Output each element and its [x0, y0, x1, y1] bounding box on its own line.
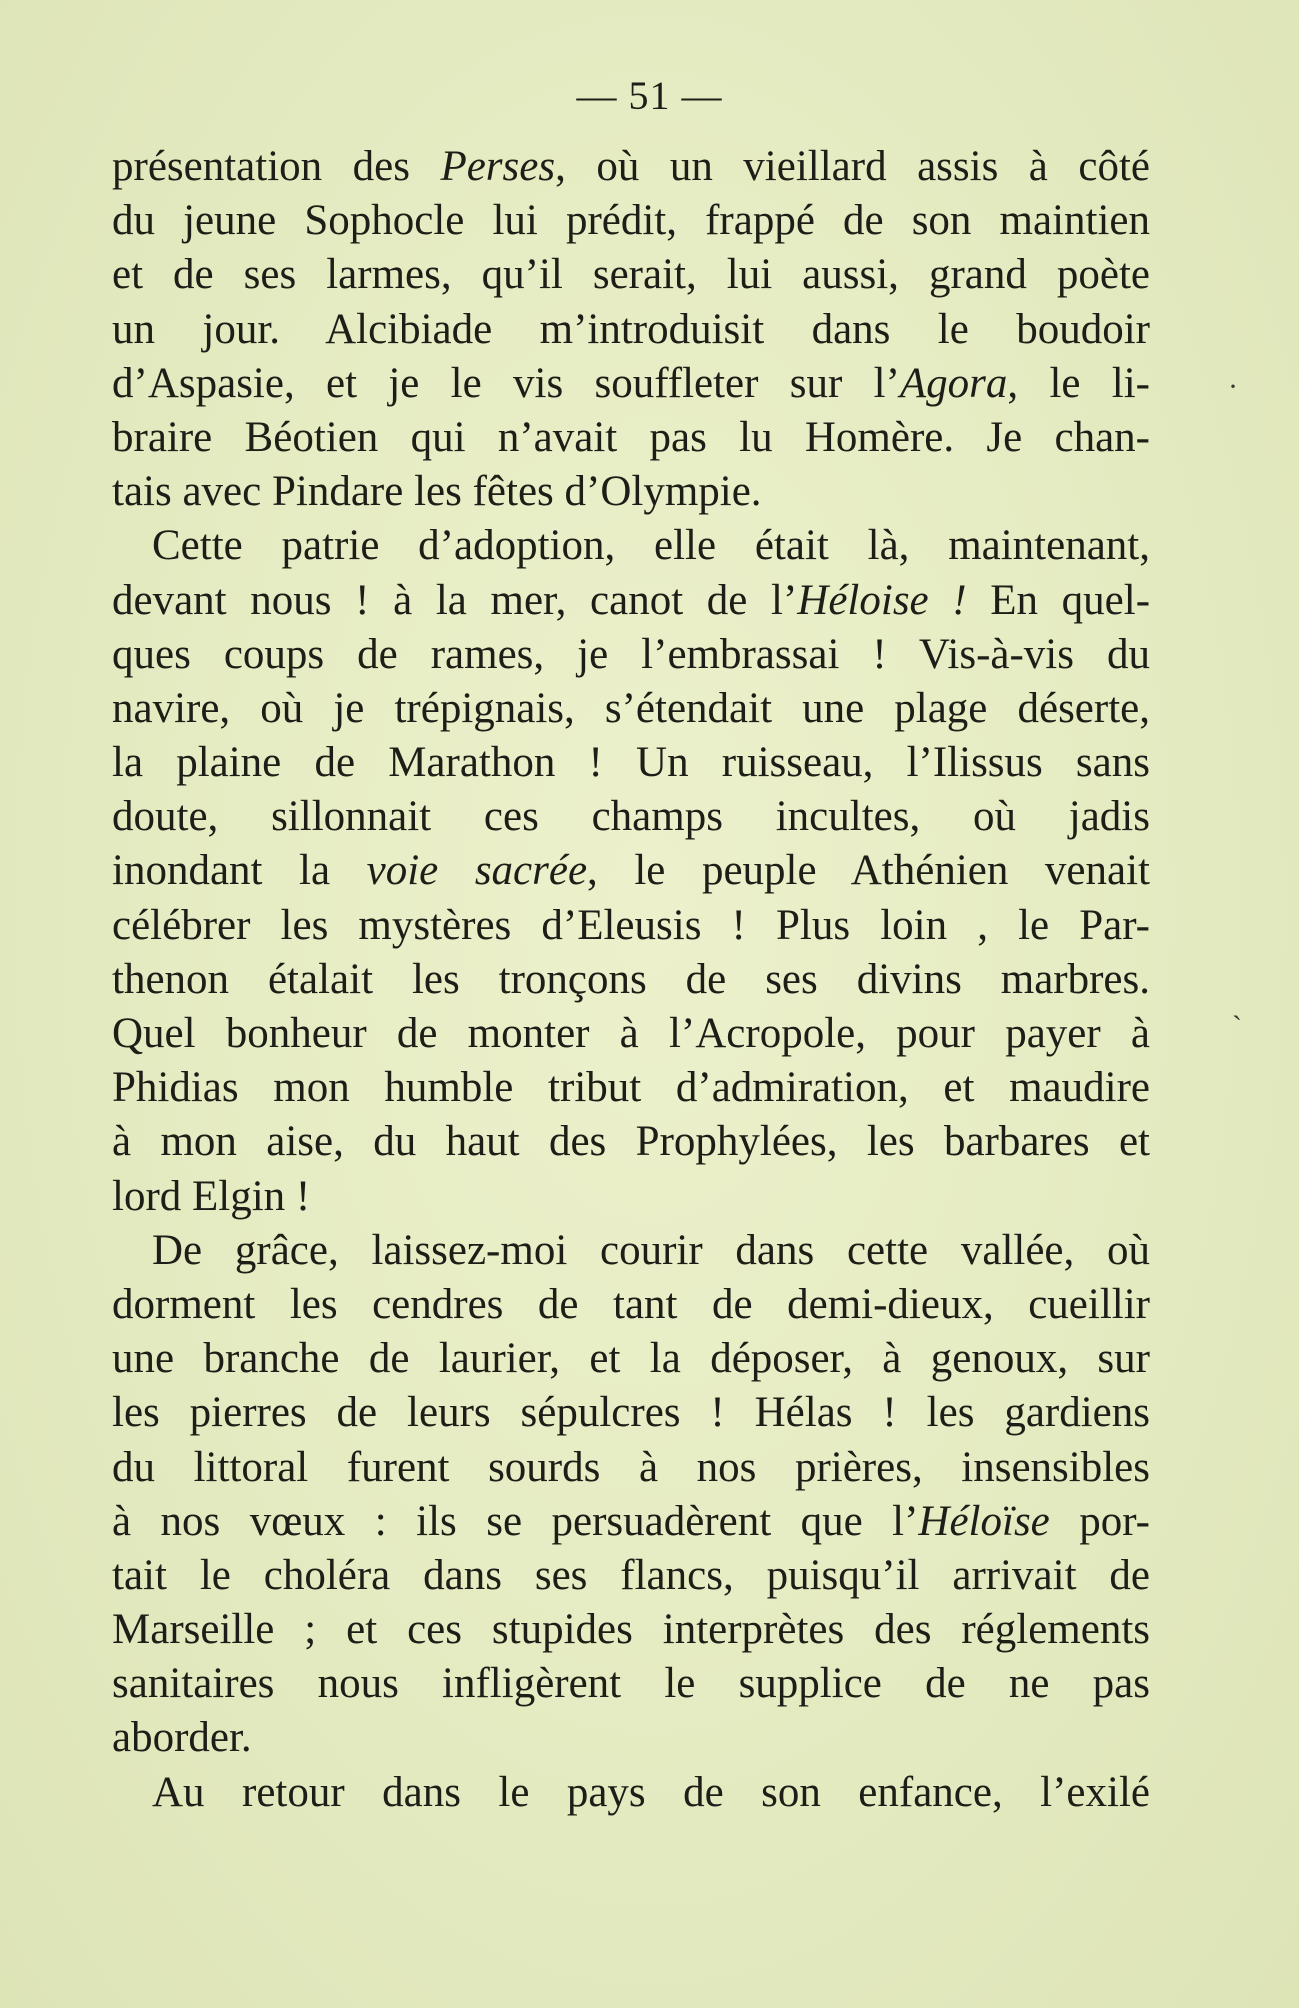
text-segment: à nos vœux : ils se persuadèrent que l’ [112, 1497, 919, 1545]
italic-text: Perses [440, 143, 556, 190]
text-segment: doute, sillonnait ces champs incultes, où jadis [112, 793, 1150, 841]
text-segment: braire Béotien qui n’avait pas lu Homère. Je chan- [112, 413, 1150, 461]
text-segment: Marseille ; et ces stupides interprètes des réglements [112, 1606, 1150, 1654]
text-segment: , où un vieillard assis à côté [555, 143, 1150, 190]
text-line [112, 1657, 1150, 1711]
margin-speck: · [1228, 370, 1238, 403]
text-segment: à mon aise, du haut des Prophylées, les barbares et [112, 1118, 1150, 1166]
text-segment: célébrer les mystères d’Eleusis ! Plus loin , le Par- [112, 901, 1150, 949]
text-segment: du jeune Sophocle lui prédit, frappé de son maintien [112, 197, 1150, 245]
margin-speck: ` [1232, 1010, 1242, 1043]
text-line [112, 357, 1150, 411]
text-segment: , le peuple Athénien venait [587, 847, 1150, 895]
text-line [112, 1603, 1150, 1657]
text-line [112, 628, 1150, 682]
text-segment: inondant la [112, 847, 367, 895]
text-segment: Quel bonheur de monter à l’Acropole, pour payer à [112, 1010, 1150, 1057]
text-segment: du littoral furent sourds à nos prières, insensibles [112, 1443, 1150, 1491]
text-line [112, 790, 1150, 844]
text-segment: aborder. [112, 1714, 252, 1762]
text-line [112, 899, 1150, 953]
text-segment: ques coups de rames, je l’embrassai ! Vis-à-vis du [112, 630, 1150, 678]
page-number: — 51 — [576, 73, 723, 118]
text-segment: por- [1049, 1497, 1150, 1545]
text-line [112, 519, 1150, 573]
text-line [112, 736, 1150, 790]
text-segment: les pierres de leurs sépulcres ! Hélas ! les gardiens [112, 1389, 1150, 1437]
text-line [112, 1549, 1150, 1603]
text-line [112, 1332, 1150, 1386]
text-line [112, 844, 1150, 898]
text-line [112, 953, 1150, 1007]
text-line [112, 194, 1150, 248]
text-line [112, 1224, 1150, 1278]
text-line [112, 140, 1150, 194]
text-segment: une branche de laurier, et la déposer, à genoux, sur [112, 1335, 1150, 1383]
text-line [112, 1170, 1150, 1224]
text-segment: lord Elgin ! [112, 1172, 311, 1220]
text-segment: présentation des [112, 143, 441, 190]
text-segment: d’Aspasie, et je le vis souffleter sur l’ [112, 359, 900, 407]
text-line [112, 1386, 1150, 1440]
text-segment: Cette patrie d’adoption, elle était là, maintenant, [152, 522, 1150, 570]
text-segment: dorment les cendres de tant de demi-dieux, cueillir [112, 1280, 1150, 1328]
italic-text: voie sacrée [366, 847, 588, 895]
text-segment: et de ses larmes, qu’il serait, lui aussi, grand poète [112, 251, 1150, 299]
body-text [112, 140, 1150, 1820]
text-segment: sanitaires nous infligèrent le supplice de ne pas [112, 1660, 1150, 1708]
text-line [112, 303, 1150, 357]
text-line [112, 1007, 1150, 1061]
text-segment: En quel- [966, 576, 1150, 624]
text-line [112, 682, 1150, 736]
text-line [112, 1441, 1150, 1495]
text-line [112, 411, 1150, 465]
text-line [112, 1711, 1150, 1765]
text-segment: devant nous ! à la mer, canot de l’ [112, 576, 798, 624]
text-segment: Phidias mon humble tribut d’admiration, et maudire [112, 1064, 1150, 1112]
italic-text: Héloise ! [797, 576, 967, 624]
text-segment: un jour. Alcibiade m’introduisit dans le boudoir [112, 305, 1150, 353]
text-line [112, 1278, 1150, 1332]
text-segment: Au retour dans le pays de son enfance, l’exilé [152, 1768, 1150, 1816]
text-line [112, 248, 1150, 302]
text-line [112, 1061, 1150, 1115]
text-line [112, 1495, 1150, 1549]
text-line [112, 574, 1150, 628]
text-segment: , le li- [1007, 359, 1150, 407]
text-segment: De grâce, laissez-moi courir dans cette vallée, où [152, 1226, 1150, 1274]
text-segment: tait le choléra dans ses flancs, puisqu’il arrivait de [112, 1551, 1150, 1599]
text-segment: la plaine de Marathon ! Un ruisseau, l’Ilissus sans [112, 739, 1150, 787]
text-segment: navire, où je trépignais, s’étendait une plage déserte, [112, 684, 1150, 732]
text-line [112, 465, 1150, 519]
text-line [112, 1766, 1150, 1820]
italic-text: Héloïse [918, 1497, 1050, 1545]
text-line [112, 1115, 1150, 1169]
italic-text: Agora [899, 359, 1008, 407]
text-segment: thenon étalait les tronçons de ses divins marbres. [112, 955, 1150, 1003]
text-segment: tais avec Pindare les fêtes d’Olympie. [112, 468, 762, 516]
